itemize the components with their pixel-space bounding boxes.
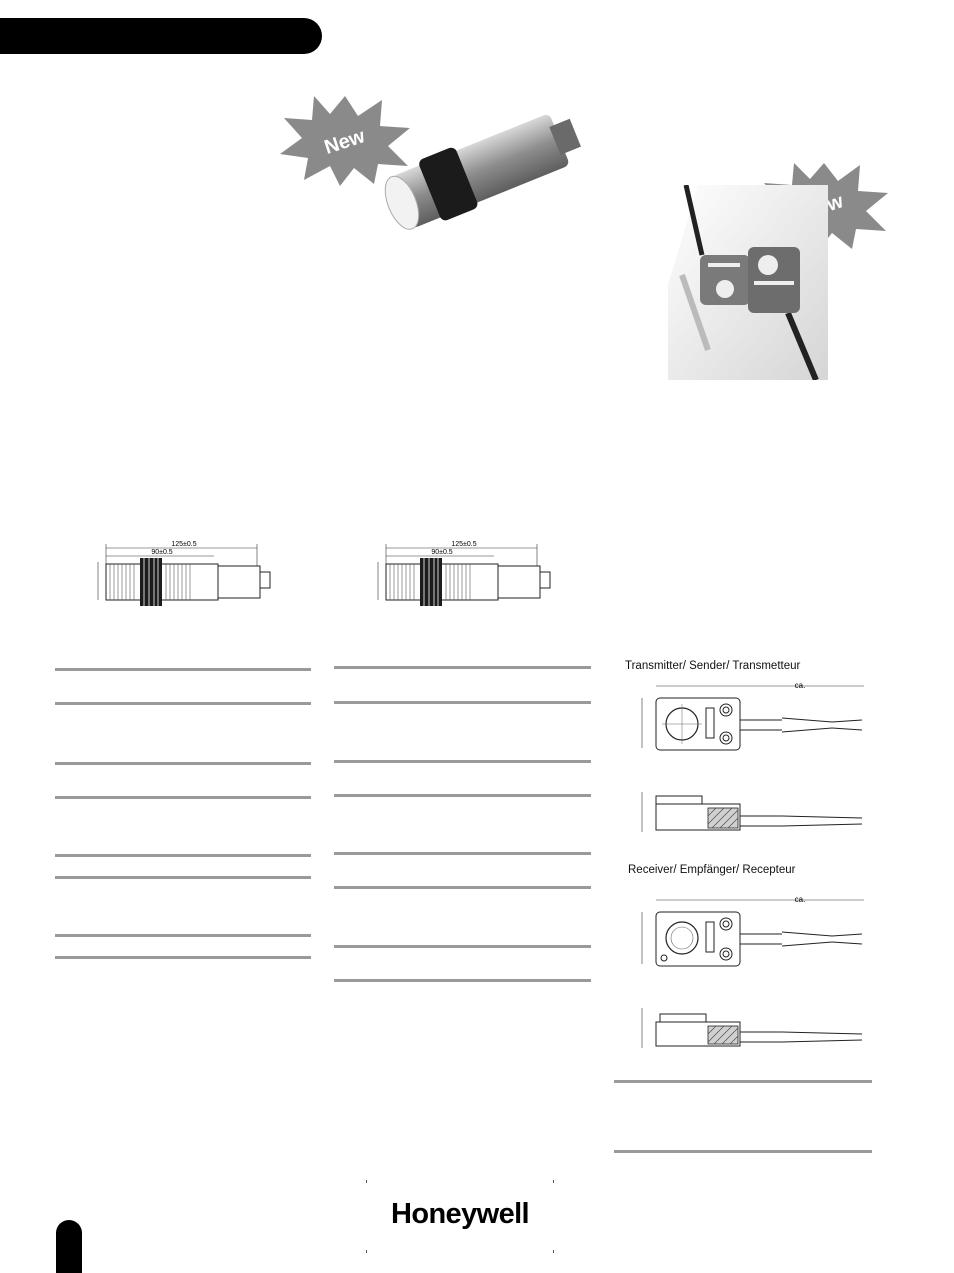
col2-rule: [334, 794, 591, 797]
page-tab: [56, 1220, 82, 1273]
receiver-side-view: [632, 998, 872, 1058]
col2-rule: [334, 760, 591, 763]
transmitter-side-view: [632, 782, 872, 842]
col2-rule: [334, 701, 591, 704]
col2-rule: [334, 945, 591, 948]
sensor-2-overall-dim: 125±0.5: [451, 541, 477, 548]
rectangular-sensors-photo: [668, 185, 828, 380]
col3-rule: [614, 1080, 872, 1083]
col1-rule: [55, 956, 311, 959]
sensor-1-thread-dim: 90±0.5: [151, 549, 173, 556]
receiver-cable-label: ca.: [794, 895, 806, 904]
col1-rule: [55, 762, 311, 765]
transmitter-cable-label: ca.: [794, 681, 806, 690]
transmitter-caption: Transmitter/ Sender/ Transmetteur: [625, 660, 801, 672]
sensor-1-drawing: [92, 540, 292, 610]
col1-rule: [55, 702, 311, 705]
crop-mark: [553, 1180, 554, 1183]
honeywell-logo: Honeywell: [390, 1198, 530, 1230]
crop-mark: [553, 1250, 554, 1253]
cylindrical-sensor-photo: [355, 100, 595, 240]
col1-rule: [55, 876, 311, 879]
sensor-1-overall-dim: 125±0.5: [171, 541, 197, 548]
transmitter-top-view: [632, 678, 872, 758]
sensor-2-drawing: [372, 540, 572, 610]
new-badge-1-label: New: [321, 125, 368, 159]
receiver-caption: Receiver/ Empfänger/ Recepteur: [628, 864, 796, 876]
col1-rule: [55, 934, 311, 937]
col1-rule: [55, 668, 311, 671]
crop-mark: [366, 1180, 367, 1183]
header-bar: [0, 18, 322, 54]
col2-rule: [334, 666, 591, 669]
col2-rule: [334, 852, 591, 855]
sensor-2-thread-dim: 90±0.5: [431, 549, 453, 556]
col2-rule: [334, 886, 591, 889]
col1-rule: [55, 796, 311, 799]
col3-rule: [614, 1150, 872, 1153]
receiver-top-view: [632, 892, 872, 974]
col1-rule: [55, 854, 311, 857]
crop-mark: [366, 1250, 367, 1253]
col2-rule: [334, 979, 591, 982]
